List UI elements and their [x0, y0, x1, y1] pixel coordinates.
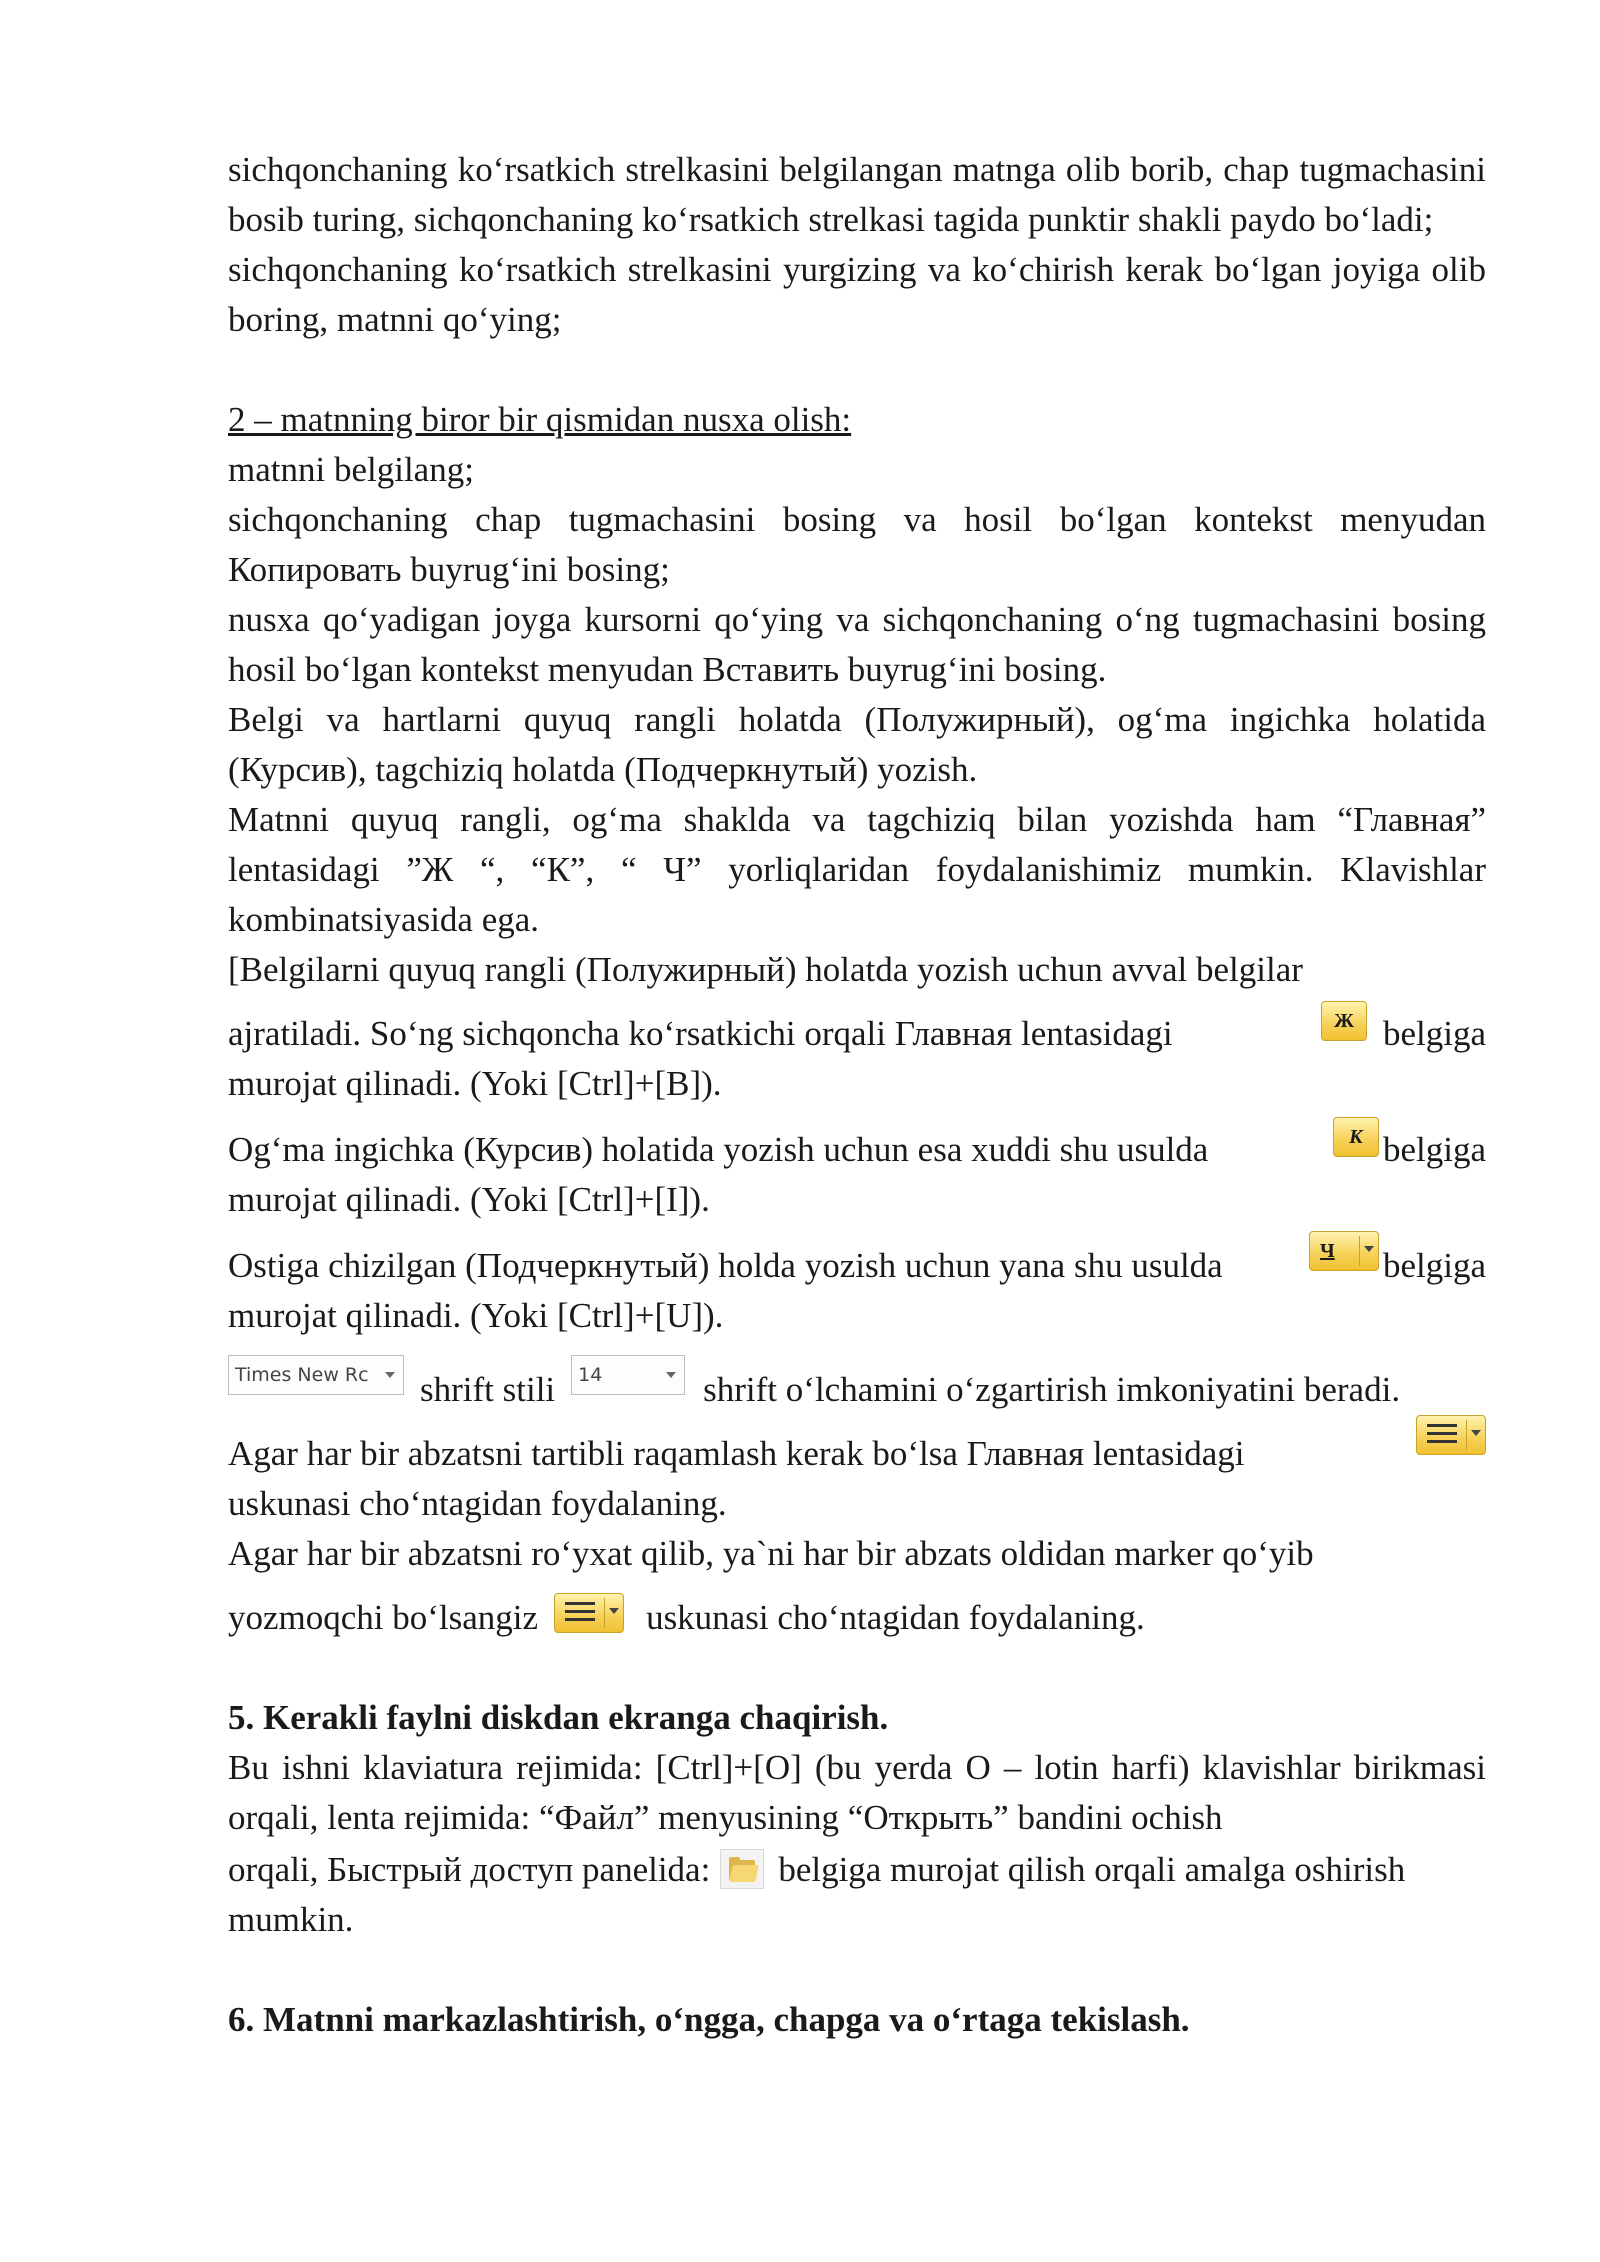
paragraph: uskunasi cho‘ntagidan foydalaning. [646, 1598, 1145, 1637]
paragraph-tail: belgiga [1382, 1246, 1486, 1285]
bullet-list-icon [554, 1593, 624, 1633]
section-heading-5: 5. Kerakli faylni diskdan ekranga chaqirish. [228, 1698, 889, 1737]
document-page [228, 145, 1486, 2045]
dropdown-arrow-icon [385, 1372, 395, 1378]
font-name-value: Times New Rc [235, 1364, 369, 1386]
italic-button-icon: К [1333, 1117, 1379, 1157]
spacer [228, 345, 1486, 395]
paragraph: nusxa qo‘yadigan joyga kursorni qo‘ying va sichqonchaning o‘ng tugmachasini bosing hosil bo‘lgan kontekst menyudan Вставить buyrug‘ini bosing. [228, 600, 1486, 689]
numbering-instruction [228, 1429, 1486, 1479]
paragraph: Agar har bir abzatsni ro‘yxat qilib, ya`ni har bir abzats oldidan marker qo‘yib [228, 1534, 1314, 1573]
paragraph: sichqonchaning ko‘rsatkich strelkasini belgilangan matnga olib borib, chap tugmachasini bosib turing, sichqonchaning ko‘rsatkich strelkasi tagida punktir shakli paydo bo‘ladi; [228, 150, 1486, 239]
dropdown-arrow-icon [1364, 1246, 1374, 1252]
paragraph: Og‘ma ingichka (Курсив) holatida yozish uchun esa xuddi shu usulda [228, 1130, 1209, 1169]
open-folder-icon [720, 1849, 764, 1889]
numbered-list-icon [1416, 1415, 1486, 1455]
font-size-combo [571, 1355, 685, 1395]
paragraph: Matnni quyuq rangli, og‘ma shaklda va tagchiziq bilan yozishda ham “Главная” lentasidagi ”Ж “, “К”, “ Ч” yorliqlaridan foydalanishimiz mumkin. Klavishlar kombinatsiyasida ega. [228, 800, 1486, 939]
section-heading-copy: 2 – matnning biror bir qismidan nusxa olish: [228, 400, 852, 439]
paragraph: belgiga murojat qilish orqali amalga oshirish [778, 1850, 1406, 1889]
font-name-combo [228, 1355, 404, 1395]
paragraph: matnni belgilang; [228, 450, 474, 489]
paragraph: sichqonchaning chap tugmachasini bosing va hosil bo‘lgan kontekst menyudan Копировать buyrug‘ini bosing; [228, 500, 1486, 589]
paragraph: Bu ishni klaviatura rejimida: [Ctrl]+[O] (bu yerda O – lotin harfi) klavishlar birikmasi orqali, lenta rejimida: “Файл” menyusining “Открыть” bandini ochish [228, 1748, 1486, 1837]
spacer [228, 1945, 1486, 1995]
paragraph: ajratiladi. So‘ng sichqoncha ko‘rsatkichi orqali Главная lentasidagi [228, 1014, 1173, 1053]
paragraph-tail: belgiga [1382, 1130, 1486, 1169]
list-lines [1427, 1424, 1457, 1448]
font-controls-line [228, 1355, 1486, 1415]
section-heading-6: 6. Matnni markazlashtirish, o‘ngga, chapga va o‘rtaga tekislash. [228, 2000, 1190, 2039]
separator [1359, 1236, 1360, 1266]
bold-button-icon: Ж [1321, 1001, 1367, 1041]
paragraph: murojat qilinadi. (Yoki [Ctrl]+[U]). [228, 1296, 724, 1335]
underline-button-icon [1309, 1231, 1379, 1271]
paragraph: [Belgilarni quyuq rangli (Полужирный) holatda yozish uchun avval belgilar [228, 950, 1303, 989]
spacer [228, 1643, 1486, 1693]
quick-access-line [228, 1845, 1486, 1895]
separator [1466, 1420, 1467, 1450]
bold-instruction [228, 1009, 1486, 1059]
underline-instruction [228, 1241, 1486, 1291]
paragraph: orqali, Быстрый доступ panelida: [228, 1850, 711, 1889]
font-size-value: 14 [578, 1364, 603, 1386]
paragraph: Ostiga chizilgan (Подчеркнутый) holda yozish uchun yana shu usulda [228, 1246, 1223, 1285]
paragraph: uskunasi cho‘ntagidan foydalaning. [228, 1484, 727, 1523]
list-lines [565, 1602, 595, 1626]
italic-instruction [228, 1125, 1486, 1175]
paragraph: mumkin. [228, 1900, 354, 1939]
separator [604, 1598, 605, 1628]
paragraph: Agar har bir abzatsni tartibli raqamlash kerak bo‘lsa Главная lentasidagi [228, 1434, 1245, 1473]
dropdown-arrow-icon [1471, 1430, 1481, 1436]
paragraph: sichqonchaning ko‘rsatkich strelkasini yurgizing va ko‘chirish kerak bo‘lgan joyiga olib boring, matnni qo‘ying; [228, 250, 1486, 339]
paragraph-tail: belgiga [1382, 1014, 1486, 1053]
paragraph: shrift stili [420, 1370, 556, 1409]
dropdown-arrow-icon [609, 1608, 619, 1614]
paragraph: Belgi va hartlarni quyuq rangli holatda (Полужирный), og‘ma ingichka holatida (Курсив), tagchiziq holatda (Подчеркнутый) yozish. [228, 700, 1486, 789]
paragraph: yozmoqchi bo‘lsangiz [228, 1598, 539, 1637]
paragraph: murojat qilinadi. (Yoki [Ctrl]+[I]). [228, 1180, 710, 1219]
underline-button-label: Ч [1319, 1240, 1335, 1262]
dropdown-arrow-icon [666, 1372, 676, 1378]
paragraph: shrift o‘lchamini o‘zgartirish imkoniyatini beradi. [703, 1370, 1401, 1409]
bullets-instruction [228, 1593, 1486, 1643]
paragraph: murojat qilinadi. (Yoki [Ctrl]+[B]). [228, 1064, 722, 1103]
